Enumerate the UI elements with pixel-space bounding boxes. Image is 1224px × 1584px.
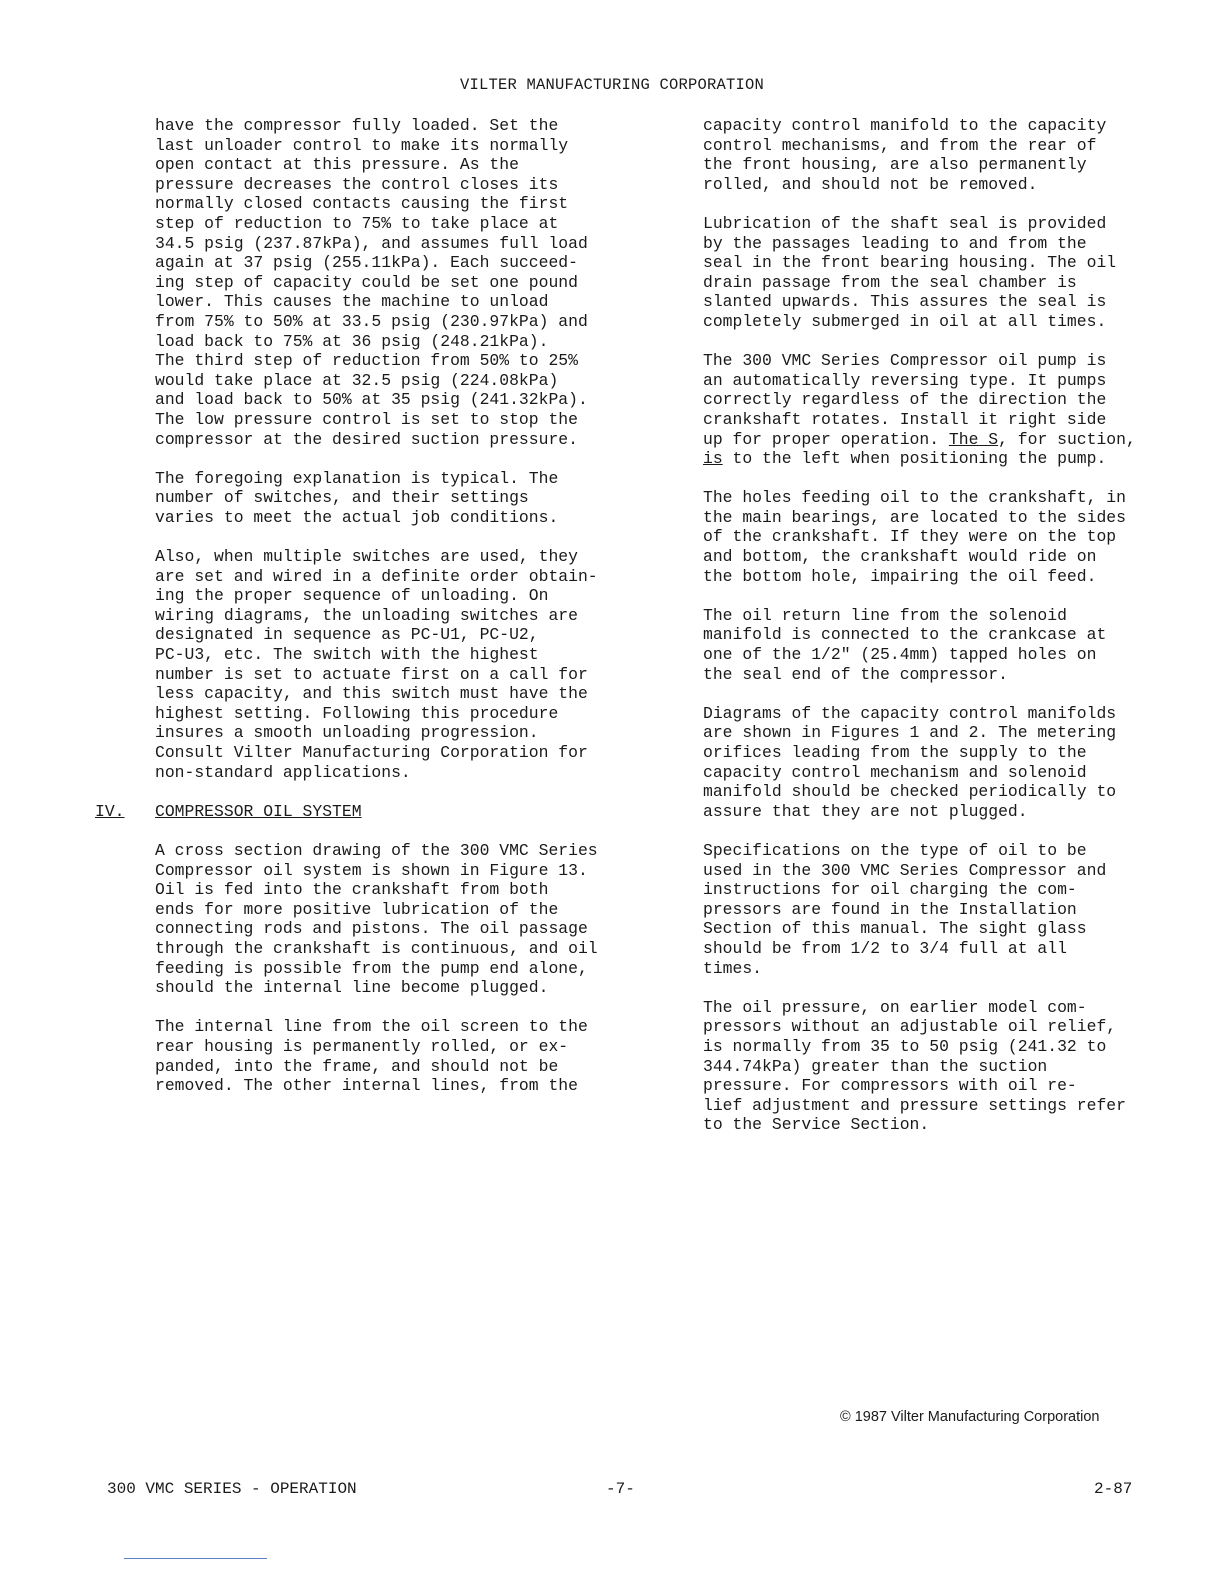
footer-date-code: 2-87 [1094,1480,1133,1498]
paragraph-unloader-settings: have the compressor fully loaded. Set the last unloader control to make its normally open contact at this pressure. As the pressure decreases the control closes its normally closed contacts causing the first step of reduction to 75% to take place at 34.5 psig (237.87kPa), and assumes full load again at 37 psig (255.11kPa). Each succeed- ing step of capacity could be set one pound lower. This causes the machine to unload from 75% to 50% at 33.5 psig (230.97kPa) and load back to 75% at 36 psig (248.21kPa). The third step of reduction from 50% to 25% would take place at 32.5 psig (224.08kPa) and load back to 50% at 35 psig (241.32kPa). The low pressure control is set to stop the compressor at the desired suction pressure. [155,116,588,449]
oil-pump-text-mid: , for suction, [998,429,1136,449]
left-column [95,116,625,1115]
paragraph-shaft-seal-lubrication: Lubrication of the shaft seal is provided by the passages leading to and from the seal in the front bearing housing. The oil drain passage from the seal chamber is slanted upwards. This assures the seal is completely submerged in oil at all times. [703,213,1117,331]
footer-series-title: 300 VMC SERIES - OPERATION [107,1480,357,1498]
right-column [703,116,1163,1154]
paragraph-typical-explanation: The foregoing explanation is typical. The number of switches, and their settings varies to meet the actual job conditions. [155,468,559,527]
paragraph-feed-holes: The holes feeding oil to the crankshaft, in the main bearings, are located to the sides of the crankshaft. If they were on the top and bottom, the crankshaft would ride on the bottom hole, impairing the oil feed. [703,488,1126,586]
paragraph-multiple-switches: Also, when multiple switches are used, they are set and wired in a definite order obtain- ing the proper sequence of unloading. On wiring diagrams, the unloading switches are designated in sequence as PC-U1, PC-U2, PC-U3, etc. The switch with the highest number is set to actuate first on a call for less capacity, and this switch must have the highest setting. Following this procedure insures a smooth unloading progression. Consult Vilter Manufacturing Corporation for non-standard applications. [155,547,598,782]
paragraph-oil-system-overview: A cross section drawing of the 300 VMC Series Compressor oil system is shown in Figure 13. Oil is fed into the crankshaft from both ends for more positive lubrication of the connecting rods and pistons. The oil passage through the crankshaft is continuous, and oil feeding is possible from the pump end alone, should the internal line become plugged. [155,840,598,998]
oil-pump-underlined-s: The S [948,429,999,449]
paragraph-oil-pressure: The oil pressure, on earlier model com- pressors without an adjustable oil relief, is normally from 35 to 50 psig (241.32 to 344.74kPa) greater than the suction pressure. For compressors with oil re- lief adjustment and pressure settings refer to the Service Section. [703,997,1126,1135]
paragraph-internal-line: The internal line from the oil screen to the rear housing is permanently rolled, or ex- panded, into the frame, and should not be removed. The other internal lines, from the [155,1017,588,1096]
bottom-divider [124,1558,267,1559]
section-number: IV. [95,801,125,821]
section-title: COMPRESSOR OIL SYSTEM [155,801,362,821]
oil-pump-underlined-is: is [703,449,723,469]
paragraph-oil-return-line: The oil return line from the solenoid manifold is connected to the crankcase at one of the 1/2" (25.4mm) tapped holes on the seal end of the compressor. [703,605,1107,684]
section-heading [95,802,625,822]
paragraph-manifold-diagrams: Diagrams of the capacity control manifolds are shown in Figures 1 and 2. The metering orifices leading from the supply to the capacity control mechanism and solenoid manifold should be checked periodically to assure that they are not plugged. [703,703,1117,821]
oil-pump-text-end: to the left when positioning the pump. [722,449,1107,469]
page-header: VILTER MANUFACTURING CORPORATION [459,76,765,94]
copyright-notice: © 1987 Vilter Manufacturing Corporation [840,1409,1100,1425]
paragraph-oil-specifications: Specifications on the type of oil to be used in the 300 VMC Series Compressor and instructions for oil charging the com- pressors are found in the Installation Section of this manual. The sight glass should be from 1/2 to 3/4 full at all times. [703,840,1107,978]
oil-pump-text: The 300 VMC Series Compressor oil pump is an automatically reversing type. It pumps correctly regardless of the direction the crankshaft rotates. Install it right side up for proper operation. [703,351,1107,449]
paragraph-oil-pump [703,351,1163,469]
paragraph-capacity-control-lines: capacity control manifold to the capacity control mechanisms, and from the rear of the front housing, are also permanently rolled, and should not be removed. [703,116,1107,194]
footer-page-number: -7- [606,1480,635,1498]
